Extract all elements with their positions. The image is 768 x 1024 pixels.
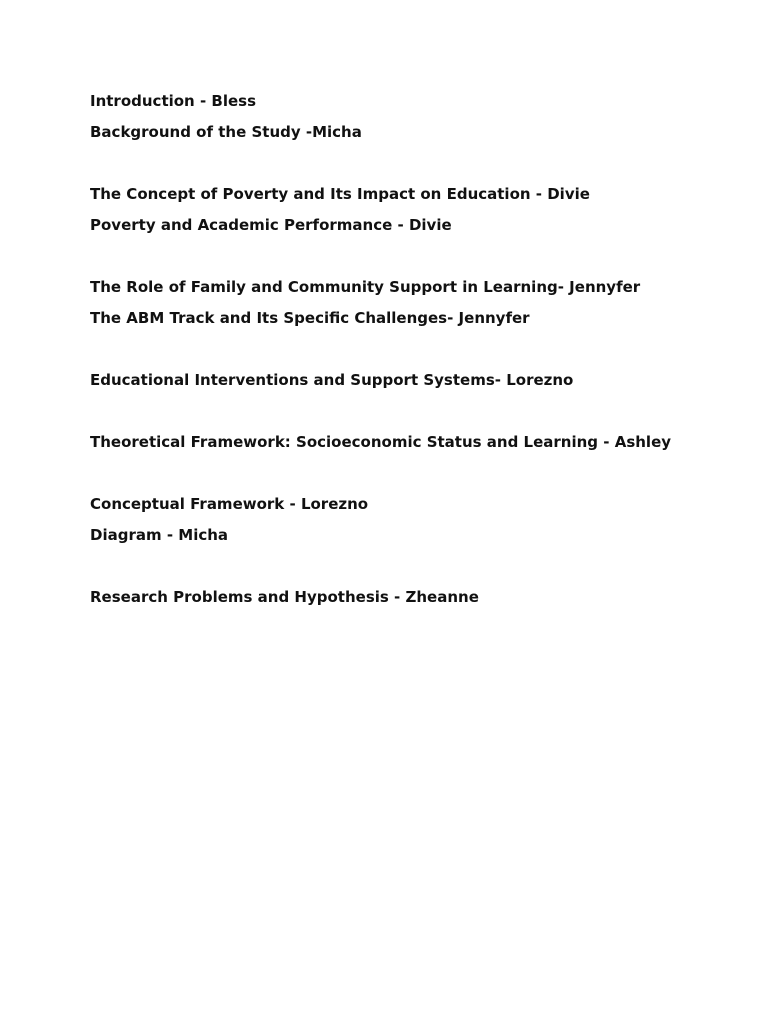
assignment-line-theoretical-framework: Theoretical Framework: Socioeconomic Status and Learning - Ashley — [90, 433, 672, 451]
assignment-line-diagram: Diagram - Micha — [90, 526, 229, 544]
assignment-line-conceptual-framework: Conceptual Framework - Lorezno — [90, 495, 369, 513]
assignment-line-poverty-academic-performance: Poverty and Academic Performance - Divie — [90, 216, 452, 234]
assignment-line-background: Background of the Study -Micha — [90, 123, 362, 141]
assignment-line-concept-of-poverty: The Concept of Poverty and Its Impact on Education - Divie — [90, 185, 590, 203]
assignment-line-introduction: Introduction - Bless — [90, 92, 257, 110]
assignment-line-educational-interventions: Educational Interventions and Support Systems- Lorezno — [90, 371, 574, 389]
section-assignment-list — [90, 91, 730, 607]
assignment-line-family-community-support: The Role of Family and Community Support in Learning- Jennyfer — [90, 278, 641, 296]
assignment-line-abm-track: The ABM Track and Its Specific Challenges- Jennyfer — [90, 309, 530, 327]
assignment-line-research-problems: Research Problems and Hypothesis - Zheanne — [90, 588, 479, 606]
